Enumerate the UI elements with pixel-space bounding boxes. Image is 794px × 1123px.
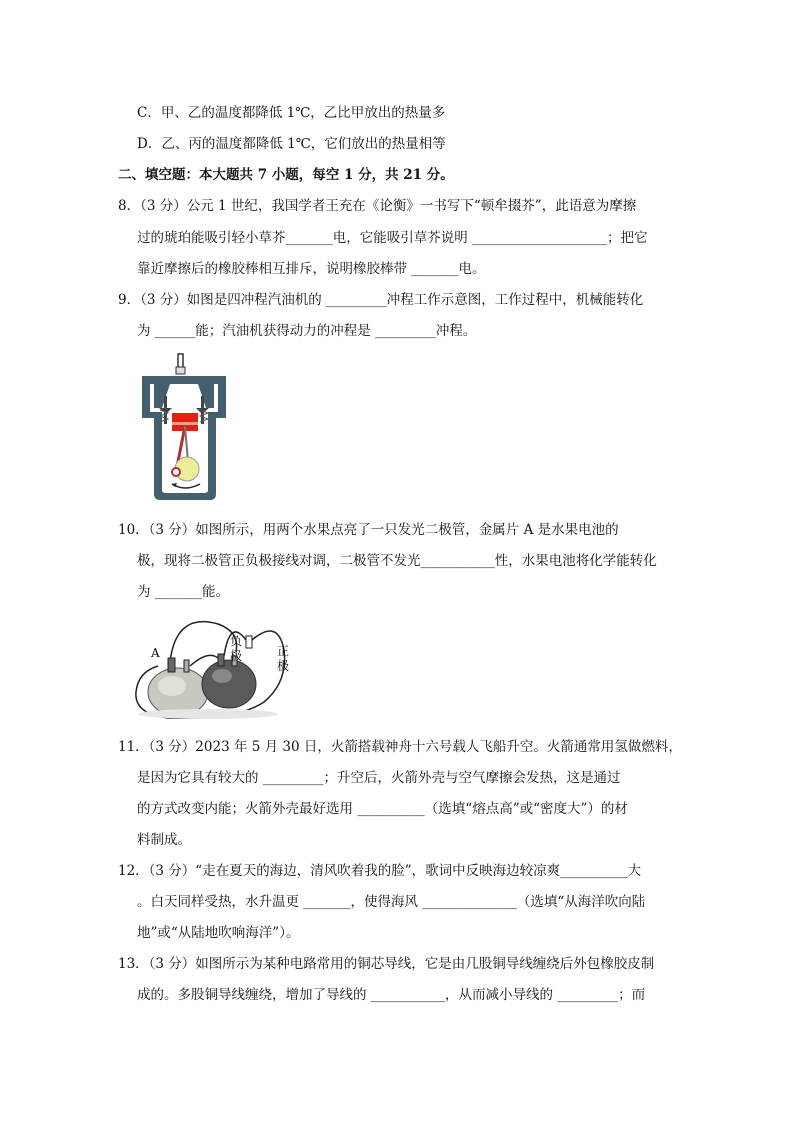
q11-line-4: 料制成。 [137,832,191,848]
q9-line-1: 9．（3 分）如图是四冲程汽油机的 _________冲程工作示意图，工作过程中，机械能转化 [118,292,644,308]
label-a: A [151,646,160,660]
label-negative-2: 极 [230,649,243,663]
q12-line-2: 。白天同样受热，水升温更 _______，使得海风 ______________（选填“从海洋吹向陆 [137,894,646,910]
text-line-option-d: D．乙、丙的温度都降低 1℃，它们放出的热量相等 [137,136,446,152]
engine-figure [140,350,230,505]
q8-line-1: 8．（3 分）公元 1 世纪，我国学者王充在《论衡》一书写下“顿牟掇芥”，此语意为摩擦 [118,198,637,214]
q9-line-2: 为 ______能；汽油机获得动力的冲程是 _________冲程。 [137,323,477,339]
q11-line-2: 是因为它具有较大的 _________；升空后，火箭外壳与空气摩擦会发热，这是通过 [137,770,621,786]
q11-line-3: 的方式改变内能；火箭外壳最好选用 __________（选填“熔点高”或“密度大”）的材 [137,801,628,817]
section-heading: 二、填空题：本大题共 7 小题，每空 1 分，共 21 分。 [118,167,454,183]
q13-line-2: 成的。多股铜导线缠绕，增加了导线的 ___________，从而减小导线的 _________；而 [137,987,646,1003]
q10-line-3: 为 _______能。 [137,584,230,600]
q10-line-2: 极，现将二极管正负极接线对调，二极管不发光___________性，水果电池将化学能转化 [137,553,657,569]
q10-line-1: 10．（3 分）如图所示，用两个水果点亮了一只发光二极管，金属片 A 是水果电池的 [118,522,619,538]
q13-line-1: 13．（3 分）如图所示为某种电路常用的铜芯导线，它是由几股铜导线缠绕后外包橡胶皮制 [118,956,655,972]
q8-line-2: 过的琥珀能吸引轻小草芥_______电，它能吸引草芥说明 ____________________；把它 [137,230,648,246]
q11-line-1: 11．（3 分）2023 年 5 月 30 日，火箭搭载神舟十六号载人飞船升空。火箭通常用氢做燃料， [118,739,682,755]
q12-line-3: 地”或“从陆地吹响海洋”）。 [137,925,300,941]
label-negative-1: 负 [230,634,243,648]
text-line-option-c: C．甲、乙的温度都降低 1℃，乙比甲放出的热量多 [137,105,446,121]
q12-line-1: 12．（3 分）“走在夏天的海边，清风吹着我的脸”，歌词中反映海边较凉爽__________大 [118,863,642,879]
label-positive-1: 正 [277,644,290,658]
q8-line-3: 靠近摩擦后的橡胶棒相互排斥，说明橡胶棒带 _______电。 [137,261,486,277]
fruit-battery-figure [128,610,298,725]
label-positive-2: 极 [277,659,290,673]
